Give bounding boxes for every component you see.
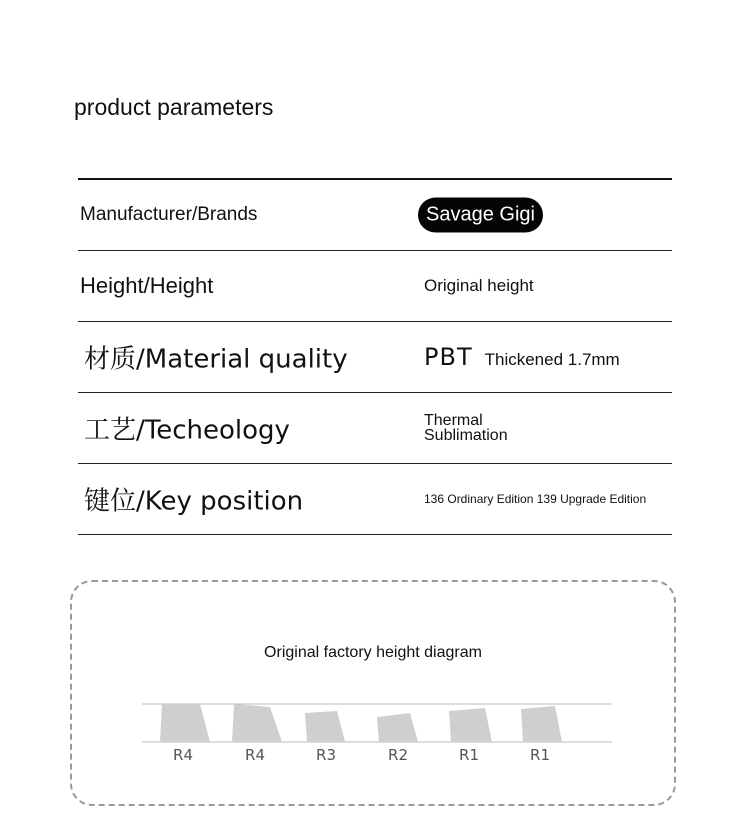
material-name: PBT — [424, 343, 473, 371]
page-title: product parameters — [74, 94, 274, 120]
keycap-r1 — [449, 708, 492, 742]
keycap-r4 — [232, 704, 282, 742]
param-value — [424, 343, 620, 371]
keycap-r4 — [160, 704, 210, 742]
param-label: 键位/Key position — [84, 486, 304, 517]
keycap-row-label: R1 — [459, 746, 479, 764]
param-row-craft — [78, 393, 672, 464]
param-value — [424, 413, 508, 443]
brand-badge: Savage Gigi — [418, 198, 543, 233]
param-row-height — [78, 251, 672, 322]
parameters-table — [78, 178, 672, 535]
keycap-row-label: R4 — [173, 746, 193, 764]
param-label: Manufacturer/Brands — [80, 204, 258, 225]
param-value: 136 Ordinary Edition 139 Upgrade Edition — [424, 492, 647, 506]
param-label: 工艺/Techeology — [84, 415, 290, 446]
diagram-title: Original factory height diagram — [264, 644, 482, 661]
keycap-r2 — [377, 713, 418, 742]
param-row-key-position — [78, 464, 672, 535]
keycap-profile-graphic — [72, 582, 674, 804]
keycap-row-label: R4 — [245, 746, 265, 764]
param-value: Original height — [424, 276, 534, 295]
keycap-r3 — [305, 711, 345, 742]
param-row-brand — [78, 180, 672, 251]
param-row-material — [78, 322, 672, 393]
keycap-row-label: R3 — [316, 746, 336, 764]
height-diagram — [70, 580, 676, 806]
param-label: 材质/Material quality — [84, 344, 348, 375]
keycap-r1 — [521, 706, 562, 742]
keycap-row-label: R2 — [388, 746, 408, 764]
param-label: Height/Height — [80, 273, 214, 298]
keycap-row-label: R1 — [530, 746, 550, 764]
craft-line-1: Thermal — [424, 412, 483, 429]
param-value — [424, 198, 543, 233]
material-thickness: Thickened 1.7mm — [484, 350, 620, 369]
craft-line-2: Sublimation — [424, 427, 508, 444]
